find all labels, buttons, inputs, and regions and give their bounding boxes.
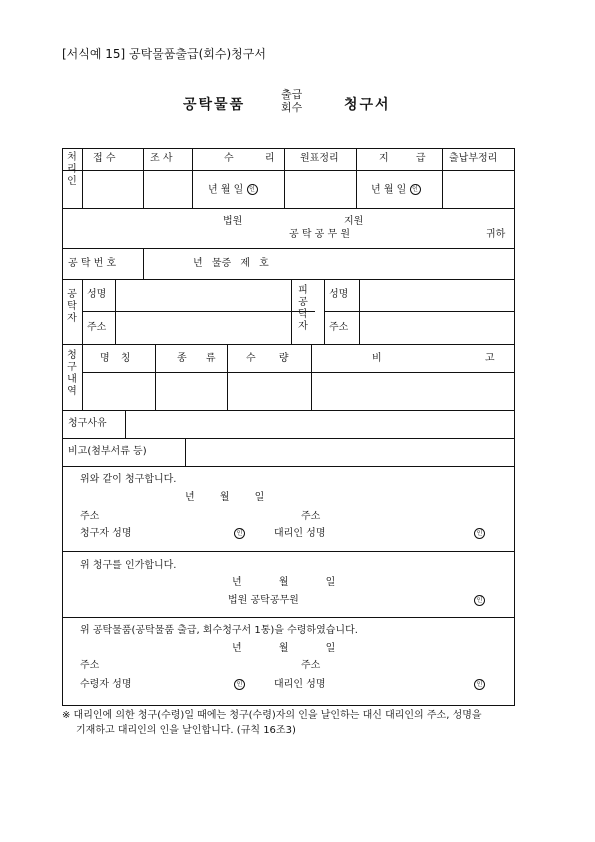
title-option-payout: 출급 — [281, 88, 303, 101]
acceptance-date-text: 년 월 일 — [208, 184, 244, 196]
seal-mark: 인 — [247, 184, 258, 195]
divider — [82, 279, 83, 344]
receiver-name-label: 수령자 성명 — [80, 679, 132, 690]
claim-details-side-label — [66, 350, 78, 398]
acceptance-date — [208, 184, 258, 197]
seal-mark: 인 — [234, 528, 245, 539]
divider — [192, 148, 193, 208]
depositee-address-label: 주소 — [329, 322, 349, 333]
divider — [291, 279, 292, 344]
divider — [62, 438, 515, 439]
seal-mark: 인 — [474, 679, 485, 690]
form-title-suffix: 청구서 — [344, 97, 391, 113]
divider — [442, 148, 443, 208]
divider — [62, 344, 515, 345]
divider — [62, 410, 515, 411]
divider — [143, 148, 144, 208]
depositor-side-label-text: 공탁자 — [67, 289, 77, 324]
divider — [62, 170, 515, 171]
approving-officer: 법원 공탁공무원 — [228, 595, 299, 606]
divider — [62, 617, 515, 618]
col-ledger-arrangement: 원표정리 — [300, 153, 339, 164]
court-label: 법원 — [223, 216, 243, 227]
claimant-seal — [234, 528, 245, 541]
processor-side-label — [66, 152, 78, 188]
seal-mark: 인 — [474, 528, 485, 539]
col-quantity: 수 량 — [246, 353, 299, 364]
divider — [185, 438, 186, 466]
divider — [82, 311, 315, 312]
depositor-side-label — [66, 289, 78, 325]
form-title: 공탁물품 — [183, 97, 246, 113]
claimant-name-label: 청구자 성명 — [80, 528, 132, 539]
processor-side-label-text: 처리인 — [67, 152, 77, 187]
deposit-number-label: 공 탁 번 호 — [68, 258, 117, 269]
divider — [155, 344, 156, 410]
seal-mark: 인 — [410, 184, 421, 195]
receipt-agent-address-label: 주소 — [301, 660, 321, 671]
receipt-agent-name-label: 대리인 성명 — [274, 679, 326, 690]
divider — [82, 148, 83, 208]
deposit-number-value: 년 물증 제 호 — [193, 258, 269, 269]
receipt-date: 년 월 일 — [232, 643, 336, 654]
col-payment: 지 급 — [379, 153, 438, 164]
claim-details-side-label-text: 청구내역 — [67, 350, 77, 397]
approval-statement: 위 청구를 인가합니다. — [80, 560, 177, 571]
payment-date-text: 년 월 일 — [371, 184, 407, 196]
col-item-kind: 종 류 — [177, 353, 224, 364]
seal-mark: 인 — [474, 595, 485, 606]
divider — [82, 344, 83, 410]
divider — [311, 344, 312, 410]
divider — [143, 248, 144, 279]
divider — [324, 311, 515, 312]
divider — [62, 279, 515, 280]
divider — [115, 279, 116, 344]
claim-reason-label: 청구사유 — [68, 418, 107, 429]
form-number-label: [서식예 15] 공탁물품출급(회수)청구서 — [62, 47, 266, 61]
divider — [62, 248, 515, 249]
depositee-side-label-text: 피공탁자 — [298, 285, 308, 332]
depositor-address-label: 주소 — [87, 322, 107, 333]
request-date: 년 월 일 — [185, 492, 265, 503]
agent-seal — [474, 528, 485, 541]
approval-date: 년 월 일 — [232, 577, 336, 588]
honorific-label: 귀하 — [486, 229, 506, 240]
branch-label: 지원 — [344, 216, 364, 227]
title-option-recovery: 회수 — [281, 101, 303, 114]
col-item-name: 명 칭 — [100, 353, 135, 364]
col-remarks: 비 고 — [372, 353, 545, 364]
divider — [125, 410, 126, 438]
title-options — [281, 88, 302, 114]
agent-name-label: 대리인 성명 — [274, 528, 326, 539]
agent-address-label: 주소 — [301, 511, 321, 522]
col-cashbook: 출납부정리 — [449, 153, 498, 164]
divider — [324, 279, 325, 344]
depositee-side-label — [297, 285, 309, 333]
divider — [359, 279, 360, 344]
col-receipt: 접 수 — [93, 153, 116, 164]
footnote-line-1: ※ 대리인에 의한 청구(수령)일 때에는 청구(수령)자의 인을 날인하는 대신 대리인의 주소, 성명을 — [62, 710, 482, 721]
receiver-seal — [234, 679, 245, 692]
officer-seal — [474, 595, 485, 608]
divider — [62, 466, 515, 467]
divider — [227, 344, 228, 410]
claimant-address-label: 주소 — [80, 511, 100, 522]
receipt-statement: 위 공탁물품(공탁물품 출급, 회수청구서 1통)을 수령하였습니다. — [80, 625, 358, 636]
divider — [62, 208, 515, 209]
payment-date — [371, 184, 421, 197]
depositor-name-label: 성명 — [87, 289, 107, 300]
col-investigation: 조 사 — [150, 153, 173, 164]
remarks-attachments-label: 비고(첨부서류 등) — [68, 446, 147, 457]
col-acceptance: 수 리 — [224, 153, 289, 164]
divider — [82, 372, 515, 373]
request-statement: 위와 같이 청구합니다. — [80, 474, 177, 485]
divider — [62, 551, 515, 552]
depositee-name-label: 성명 — [329, 289, 349, 300]
receipt-agent-seal — [474, 679, 485, 692]
deposit-officer-label: 공 탁 공 무 원 — [289, 229, 351, 240]
divider — [356, 148, 357, 208]
receiver-address-label: 주소 — [80, 660, 100, 671]
footnote-line-2: 기재하고 대리인의 인을 날인합니다. (규칙 16조3) — [76, 725, 296, 736]
seal-mark: 인 — [234, 679, 245, 690]
